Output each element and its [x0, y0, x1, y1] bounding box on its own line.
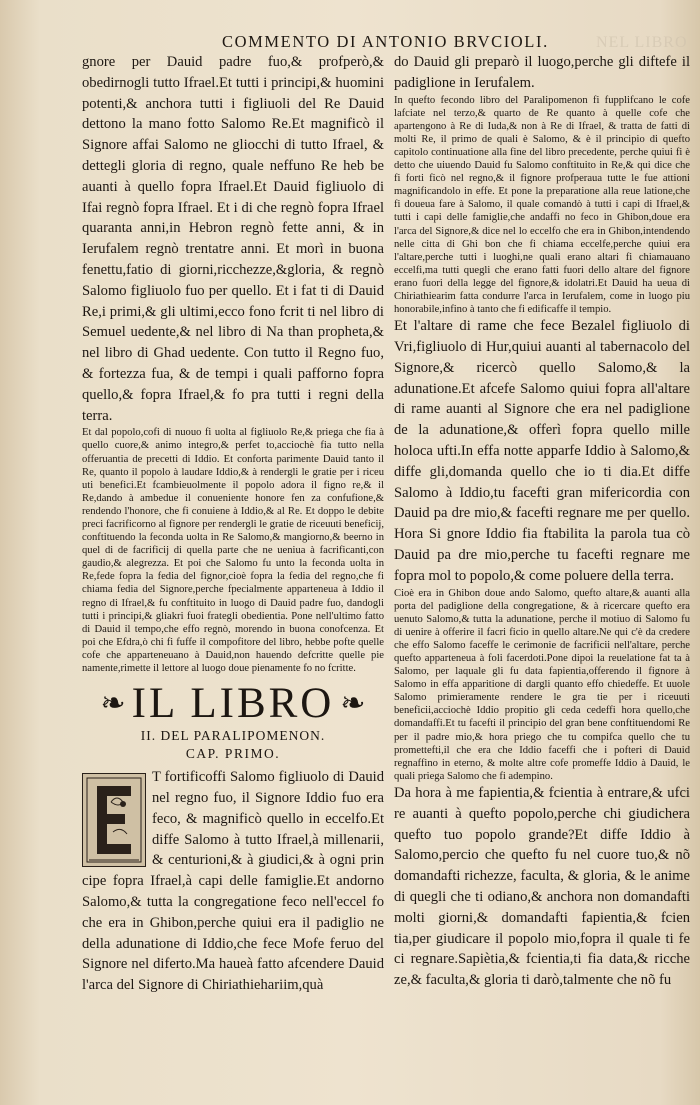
book-subtitle: II. DEL PARALIPOMENON. [140, 728, 326, 744]
scripture-paragraph: gnore per Dauid padre fuo,& profperò,& obedirnogli tutto Ifrael.Et tutti i principi,& huomini potenti,& anchora tutti i figliuoli del Re Dauid dettono la mano fotto Salomo Re.Et magnificò il Signore affai Salomo ne gliocchi di tutto Ifrael, & dettegli gloria di regno, quale neffuno Re heb be auanti à quello fopra Ifrael.Et Dauid figliuolo di Ifai regnò fopra Ifrael. Et i di che regnò fopra Ifrael quaranta anni,in Hebron regnò fette anni, & in Ierufalem regnò trentatre anni. Et morì in buona fenettu,fatio di giorni,ricchezze,&gloria, & regnò Salomo figliuolo fuo per quello. Et i fat ti di Dauid Re,i primi,& gli ultimi,ecco fono fcrit ti nel libro di Semuel uedente,& nel libro di Na than propheta,& nel libro di Ghad uedente. Con tutto il Regno fuo, & fortezza fua, & de tempi i quali pafforno fopra quello,& fopra Ifrael,& fo pra tutti i regni della terra. [82, 54, 384, 424]
scripture-paragraph: Et l'altare di rame che fece Bezalel figliuolo di Vri,figliuolo di Hur,quiui auanti al tabernacolo del Signore,& ricercò quello Salomo,& la adunatione.Et afcefe Salomo quiui fopra all'altare di rame auanti al Signore che era nel padiglione de la adunatione,& offerì fopra quello mille holoca ufti.In effa notte apparfe Iddio à Salomo,& diffe gli,domanda quello che io ti dia.Et diffe Salomo à Iddio,tu facefti gran mifericordia con Dauid pa dre mio,& facefti regnare me per quello. Hora Si gnore Iddio fia ftabilita la parola tua cò Dauid pa dre mio,perche tu facefti regnare me fopra mol to popolo,& come poluere della terra. [394, 318, 690, 584]
right-column [394, 52, 690, 991]
bleed-through-text: NEL LIBRO [596, 34, 688, 51]
running-head: COMMENTO DI ANTONIO BRVCIOLI. [222, 32, 549, 51]
left-column [82, 52, 384, 996]
scripture-paragraph: T fortificoffi Salomo figliuolo di Dauid nel regno fuo, il Signore Iddio fuo era feco, & magnificò quello in eccelfo.Et diffe Salomo à tutto Ifrael,à millenarii, & centurioni,& à giudici,& à ogni prin cipe fopra Ifrael,à capi delle famiglie.Et andorno Salomo,& tutta la congregatione feco nell'eccel fo che era in Ghibon,perche quiui era il padiglio ne della adunatione di Iddio,che fece Mofe feruo del Signore nel diferto.Ma haueà fatto afcendere Dauid l'arca del Signore di Chiriathiehariim,quà [82, 769, 384, 994]
woodcut-initial-e-icon [83, 774, 145, 866]
scripture-paragraph: do Dauid gli preparò il luogo,perche gli diftefe il padiglione in Ierufalem. [394, 54, 690, 91]
fleuron-icon: ❧ [340, 687, 366, 721]
chapter-heading: CAP. PRIMO. [185, 746, 281, 762]
fleuron-icon: ❧ [100, 687, 126, 721]
book-title-text: IL LIBRO [131, 680, 335, 728]
book-title-block [82, 681, 384, 763]
commentary-paragraph: Et dal popolo,cofi di nuouo fi uolta al figliuolo Re,& priega che fia à quello cuore,& animo integro,& perfet to,acciochè fia tutto nella offeruantia de precetti di Iddio. Et conforta parimente Dauid tanto il Re, quanto il popolo à laudare Iddio,& à rendergli le gratie per i riceu uti benefici.Et fcambieuolmente il popolo adora il figno re,& il Re,dando à ambedue il conueniente honore fen za confufione,& rendendo l'honore, che fi conuiene à Iddio,& al Re. Et doppo le debite preci facrificorno al fignore per rendergli le gratie de riceuuti beneficij, conftituendo la feconda uolta in Re Salomo,& mangiorno,& beerno in quel di de facrificij di quella parte che ne ueniua à facrificanti,con gaudio,& alegrezza. Et poi che Salomo fu unto la feconda uolta in Re,fede fopra la fedia del fignor,cioè fopra la fedia del regno,che fi chiama fedia del Signore,perche fpecialmente apparteneua à Iddio il regno di Ifrael,& fu conftituito in luogo di Dauid padre fuo, dandogli tutti i principi,& gliakri fuoi frategli obedientia. Pone nell'ultimo fatto di Dauid il tempo,che effo regnò, morendo in buona conofcenza. Et poi che Efdra,ò chi fi fuffe il compofitore del libro, hebbe pofte quelle cofe che apparteneuano à Dauid,non hauendo defcritte quelle pie namente,rimette il lettore al luogo doue pienamente fo no fcritte. [82, 427, 384, 675]
scripture-paragraph: Da hora à me fapientia,& fcientia à entrare,& ufci re auanti à quefto popolo,perche chi giudichera quefto tuo popolo grande?Et diffe Iddio à Salomo,percio che quefto fu nel cuore tuo,& nõ domandafti richezze, faculta, & gloria, & le anime di quegli che ti odiano,& anchora non domandafti molti giorni,& domandafti fapientia,& fcien tia,per giudicare il popolo mio,fopra il quale ti fe ci regnare.Sapiètia,& fcientia,ti fia data,& ricche ze,& faculta,& gloria ti darò,talmente che nõ fu [394, 784, 690, 989]
book-title [82, 681, 384, 727]
commentary-paragraph: In quefto fecondo libro del Paralipomenon fi fupplifcano le cofe lafciate nel terzo,& quarto de Re quanto à quelle cofe che apartengono à Re di Iuda,& non à Re di Ifrael, & tratta de fatti di molti Re, il primo de quali è Salomo, & è il principio di quefto capitolo continuatione alla fine del libro precedente, perche quiui fi è detto che uiuendo Dauid fu Salomo conftituito in Re,& qui dice che fi forti ficò nel regno,& il fignore profperaua tutte le fue attioni magnificandolo in effe. Et pone la preparatione alla reue latione,che fi doueua fare à Salomo, il quale comandò à tutti i capi di Ifrael,& tutti i capi delle famiglie,che andaffi no feco in Ghibon,doue era l'arca del Signore,& dice nel lo eccelfo che era in Ghibon,intendendo nelle citta di Ghi bon che fi chiama eccelfe,perche quiui era l'altare,perche tutti i luoghi,ne quali erano altari fi chiamauano eccelfi,ma tutti quegli che erano fatti fuori dello altare del fignore erano fuori della legge del fignore,& idolatri.Et Dauid ha ueua di Chiriathiearim fatta condurre l'arca in Ierufalem, come in luogo piu honorabile,infino à tanto che fi edificaffe il tempio. [394, 94, 690, 316]
commentary-paragraph: Cioè era in Ghibon doue ando Salomo, quefto altare,& auanti alla porta del padiglione della congregatione, & à ricercare quefto era uenuto Salomo,& tutta la adunatione, perche il motiuo di Salomo fu di uenire à offerire il facri ficio in quello altare.Ne qui c'è da credere che effo Salomo faceffe le cerimonie de facrificii nell'altare, perche quefto apparteneua à foli facerdoti.Pone dipoi la reuelatione fat ta à Salomo, per laquale gli fu data fapientia,offerendo il fignore à Salomo in effa apparitione di dargli quanto effo chiedeffe. Et uuole Salomo primieramente rendere le gra tie per i riceuuti beneficii,acciochè Iddio propitio gli ceda cedeffi hora quello,che domandaffi.Et tu facefti il principio del gran bene conftituendomi Re per il padre mio,& hora priego che tu compifca quello che tu promettefti,il che era che Iddio faceffi che i pofteri di Dauid regnaffino in eterno, & molte altre cofe promeffe Iddio à Dauid, le quali priega Salomo che fi adempino. [394, 587, 690, 782]
decorated-initial-icon [82, 773, 146, 867]
